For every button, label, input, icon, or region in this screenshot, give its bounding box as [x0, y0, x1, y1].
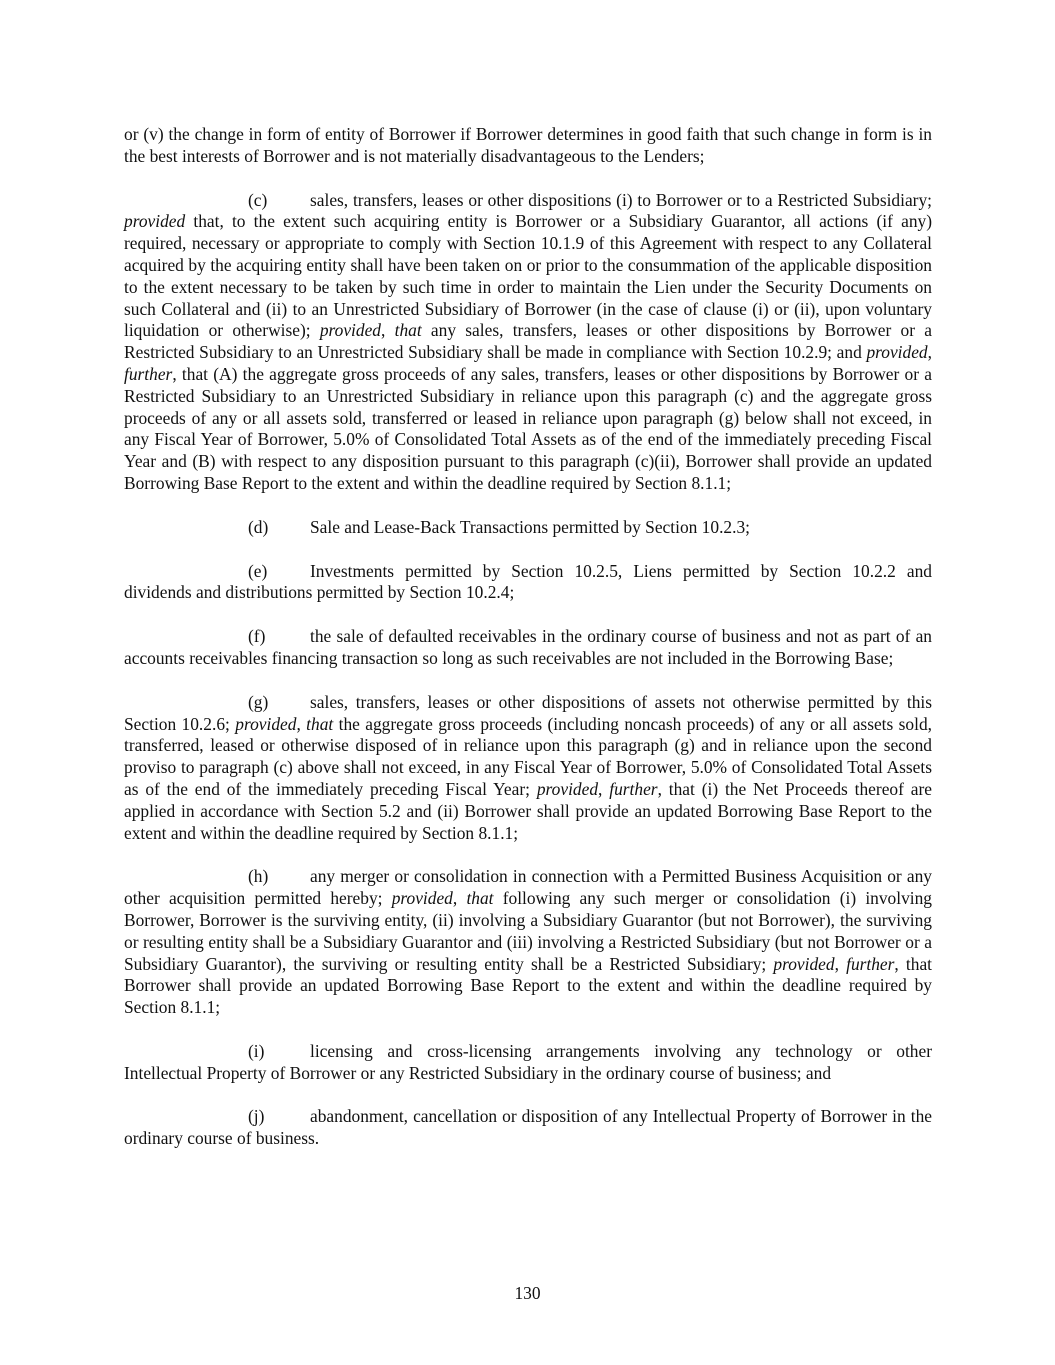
- clause-g: [124, 692, 932, 845]
- clause-e-label: (e): [248, 560, 268, 581]
- clause-e-text: Investments permitted by Section 10.2.5, Liens permitted by Section 10.2.2 and dividends and distributions permitted by Section 10.2.4;: [124, 560, 932, 603]
- clause-h-italic: provided: [391, 888, 453, 909]
- clause-f-text: the sale of defaulted receivables in the ordinary course of business and not as part of an accounts receivables financing transaction so long as such receivables are not included in the Borrowing Base;: [124, 626, 932, 668]
- clause-j-label: (j): [248, 1106, 265, 1127]
- clause-h-text: following any such merger or consolidation (i) involving Borrower, Borrower is the surviving entity, (ii) involving a Subsidiary Guarantor (but not Borrower), the surviving or resulting entity shall be a Subsidiary Guarantor and (iii) involving a Restricted Subsidiary (but not Borrower or a Subsidiary Guarantor), the surviving or resulting entity shall be a Restricted Subsidiary;: [124, 888, 932, 974]
- clause-h-text: any merger or consolidation in connection with a Permitted Business Acquisition or any other acquisition permitted hereby;: [124, 866, 932, 909]
- clause-g-italic: that: [306, 713, 334, 734]
- clause-g-text: ,: [296, 713, 307, 734]
- clause-c-text: ,: [927, 342, 932, 363]
- clause-c-text: sales, transfers, leases or other dispositions (i) to Borrower or to a Restricted Subsidiary;: [310, 189, 932, 210]
- clause-i: [124, 1041, 932, 1085]
- clause-j: [124, 1106, 932, 1150]
- clause-g-text: the aggregate gross proceeds (including noncash proceeds) of any or all assets sold, transferred, leased or otherwise disposed of in reliance upon this paragraph (g) and in reliance upon the second proviso to paragraph (c) above shall not exceed, in any Fiscal Year of Borrower, 5.0% of Consolidated Total Assets as of the end of the immediately preceding Fiscal Year;: [124, 713, 932, 799]
- clause-d: [124, 517, 932, 539]
- clause-c-text: ,: [381, 320, 395, 341]
- clause-h-label: (h): [248, 866, 269, 887]
- document-body: [124, 124, 932, 1172]
- clause-d-text: Sale and Lease-Back Transactions permitted by Section 10.2.3;: [310, 516, 750, 537]
- clause-c-text: that, to the extent such acquiring entity is Borrower or a Subsidiary Guarantor, all actions (if any) required, necessary or appropriate to comply with Section 10.1.9 of this Agreement with respect to any Collateral acquired by the acquiring entity shall have been taken on or prior to the consummation of the applicable disposition to the extent necessary to be taken by such time in order to maintain the Lien under the Security Documents on such Collateral and (ii) to an Unrestricted Subsidiary of Borrower (in the case of clause (i) or (ii), upon voluntary liquidation or otherwise);: [124, 211, 932, 341]
- clause-h-italic: further: [846, 953, 895, 974]
- clause-g-text: ,: [598, 778, 610, 799]
- clause-f: [124, 626, 932, 670]
- clause-g-italic: provided: [235, 713, 297, 734]
- clause-h-italic: provided: [773, 953, 835, 974]
- clause-c: [124, 190, 932, 495]
- page-number: 130: [514, 1283, 541, 1303]
- clause-i-label: (i): [248, 1040, 265, 1061]
- continuation-paragraph: or (v) the change in form of entity of Borrower if Borrower determines in good faith that such change in form is in the best interests of Borrower and is not materially disadvantageous to the Lenders;: [124, 124, 932, 166]
- clause-h-text: ,: [834, 953, 847, 974]
- clause-j-text: abandonment, cancellation or disposition of any Intellectual Property of Borrower in the ordinary course of business.: [124, 1106, 932, 1149]
- clause-d-label: (d): [248, 516, 269, 537]
- clause-c-italic: further: [124, 363, 173, 384]
- clause-g-label: (g): [248, 691, 269, 712]
- clause-g-text: , that (i) the Net Proceeds thereof are applied in accordance with Section 5.2 and (ii) Borrower shall provide an updated Borrowing Base Report to the extent and within the deadline required by Section 8.1.1;: [124, 778, 932, 843]
- clause-c-italic: provided: [319, 320, 382, 341]
- clause-c-italic: provided: [124, 211, 186, 232]
- clause-h-text: , that Borrower shall provide an updated Borrowing Base Report to the extent and within the deadline required by Section 8.1.1;: [124, 953, 932, 1018]
- clause-h: [124, 866, 932, 1019]
- clause-g-italic: further: [609, 778, 658, 799]
- clause-f-label: (f): [248, 626, 266, 647]
- clause-c-italic: provided: [866, 342, 928, 363]
- clause-c-label: (c): [248, 189, 268, 210]
- clause-c-italic: that: [394, 320, 422, 341]
- clause-i-text: licensing and cross-licensing arrangements involving any technology or other Intellectual Property of Borrower or any Restricted Subsidiary in the ordinary course of business; and: [124, 1040, 932, 1083]
- clause-g-italic: provided: [536, 778, 599, 799]
- clause-g-text: sales, transfers, leases or other dispositions of assets not otherwise permitted by this Section 10.2.6;: [124, 691, 932, 734]
- clause-c-text: any sales, transfers, leases or other dispositions by Borrower or a Restricted Subsidiary to an Unrestricted Subsidiary shall be made in compliance with Section 10.2.9; and: [124, 320, 932, 363]
- clause-e: [124, 561, 932, 605]
- clause-c-text: , that (A) the aggregate gross proceeds of any sales, transfers, leases or other dispositions by Borrower or a Restricted Subsidiary to an Unrestricted Subsidiary in reliance upon this paragraph (c) and the aggregate gross proceeds of any or all assets sold, transferred or leased in reliance upon paragraph (g) below shall not exceed, in any Fiscal Year of Borrower, 5.0% of Consolidated Total Assets as of the end of the immediately preceding Fiscal Year and (B) with respect to any disposition pursuant to this paragraph (c)(ii), Borrower shall provide an updated Borrowing Base Report to the extent and within the deadline required by Section 8.1.1;: [124, 363, 932, 493]
- clause-h-italic: that: [466, 888, 494, 909]
- clause-h-text: ,: [452, 888, 467, 909]
